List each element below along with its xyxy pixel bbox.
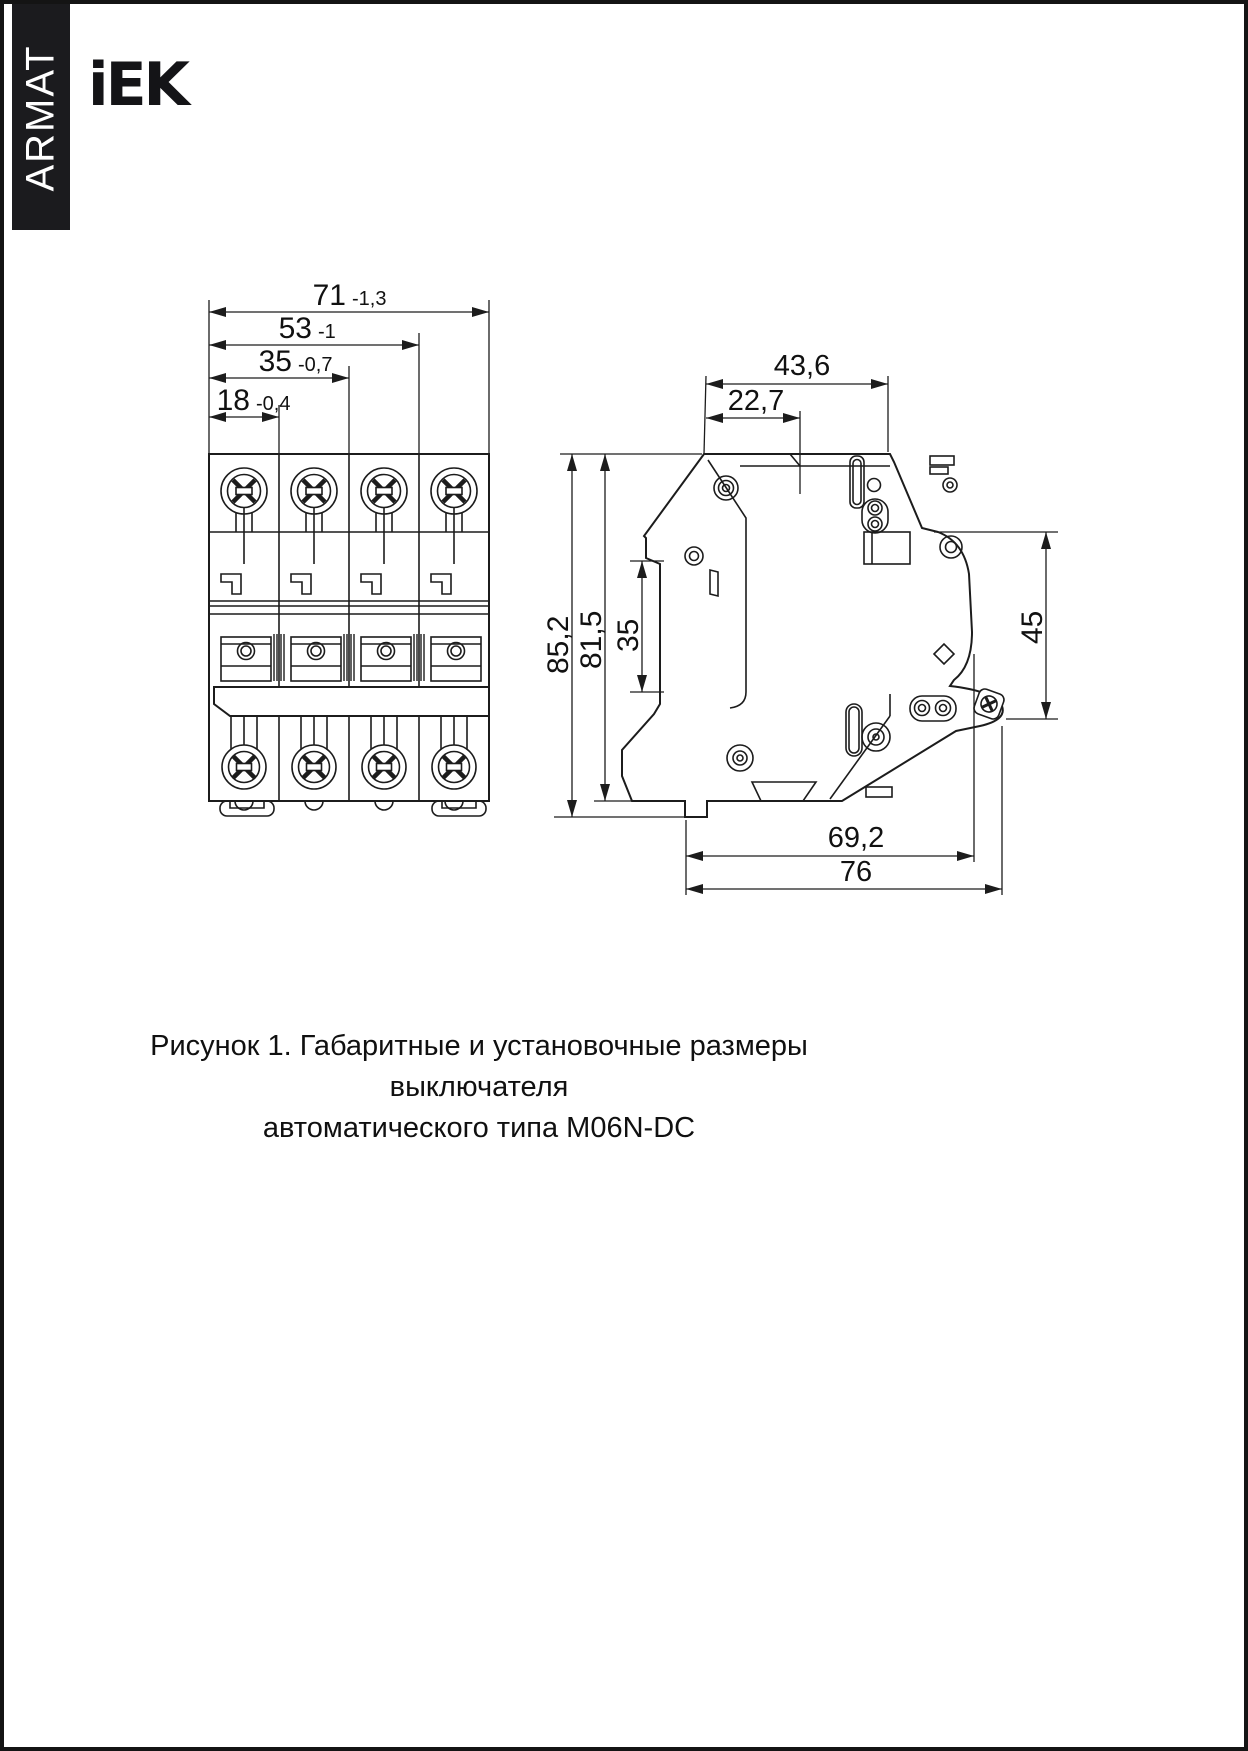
indicator-flag: [221, 574, 241, 594]
terminal-screw-bottom: [432, 716, 476, 789]
indicator-flag: [291, 574, 311, 594]
toggle-handle: [221, 637, 271, 681]
dim-width-1mod-tol: -0,4: [256, 393, 291, 415]
dim-depth-bottom: 69,2: [827, 822, 885, 854]
terminal-screw-top: [361, 468, 407, 532]
dimension-drawing: [4, 234, 1248, 934]
dim-height-body: 81,5: [575, 610, 608, 669]
dim-width-1mod-value: 18: [216, 384, 250, 417]
terminal-screw-bottom: [362, 716, 406, 789]
caption-line-2: автоматического типа М06N-DC: [262, 1112, 696, 1144]
caption-line-1: Рисунок 1. Габаритные и установочные размеры выключателя: [150, 1030, 808, 1103]
terminal-screw-bottom: [222, 716, 266, 789]
dim-width-1mod: [217, 384, 291, 417]
figure-caption: [74, 1026, 884, 1149]
dim-width-2mod-tol: -0,7: [298, 354, 333, 376]
side-view: [622, 454, 1006, 817]
toggle-handle: [361, 637, 411, 681]
dim-width-2mod-value: 35: [258, 345, 292, 378]
dim-width-3mod-value: 53: [278, 312, 312, 345]
iek-logo: iEK: [88, 50, 188, 120]
dim-width-2mod: [259, 345, 333, 378]
terminal-screw-top: [221, 468, 267, 532]
dim-height-total: 85,2: [542, 615, 575, 674]
front-view-dimensions: [209, 279, 489, 454]
dim-width-total-tol: -1,3: [352, 288, 387, 310]
toggle-handle: [431, 637, 481, 681]
terminal-screw-top: [291, 468, 337, 532]
armat-banner: [12, 0, 70, 230]
dim-width-3mod-tol: -1: [318, 321, 336, 343]
indicator-flag: [431, 574, 451, 594]
dim-depth-front: 22,7: [727, 385, 785, 417]
dim-depth-total: 43,6: [773, 350, 831, 382]
terminal-screw-top: [431, 468, 477, 532]
breaker-body-side: [622, 454, 1003, 817]
dim-din-recess: 35: [612, 618, 645, 652]
dim-width-total: [313, 279, 387, 312]
terminal-screw-bottom: [292, 716, 336, 789]
handle-tie-bar: [214, 687, 489, 716]
toggle-handle: [291, 637, 341, 681]
indicator-flag: [361, 574, 381, 594]
dim-terminal-zone: 45: [1016, 610, 1049, 644]
dim-width-3mod: [279, 312, 336, 345]
armat-brand-text: ARMAT: [18, 44, 63, 192]
front-view: [209, 454, 489, 816]
dim-width-total-value: 71: [312, 279, 346, 312]
dim-depth-max: 76: [839, 856, 873, 888]
